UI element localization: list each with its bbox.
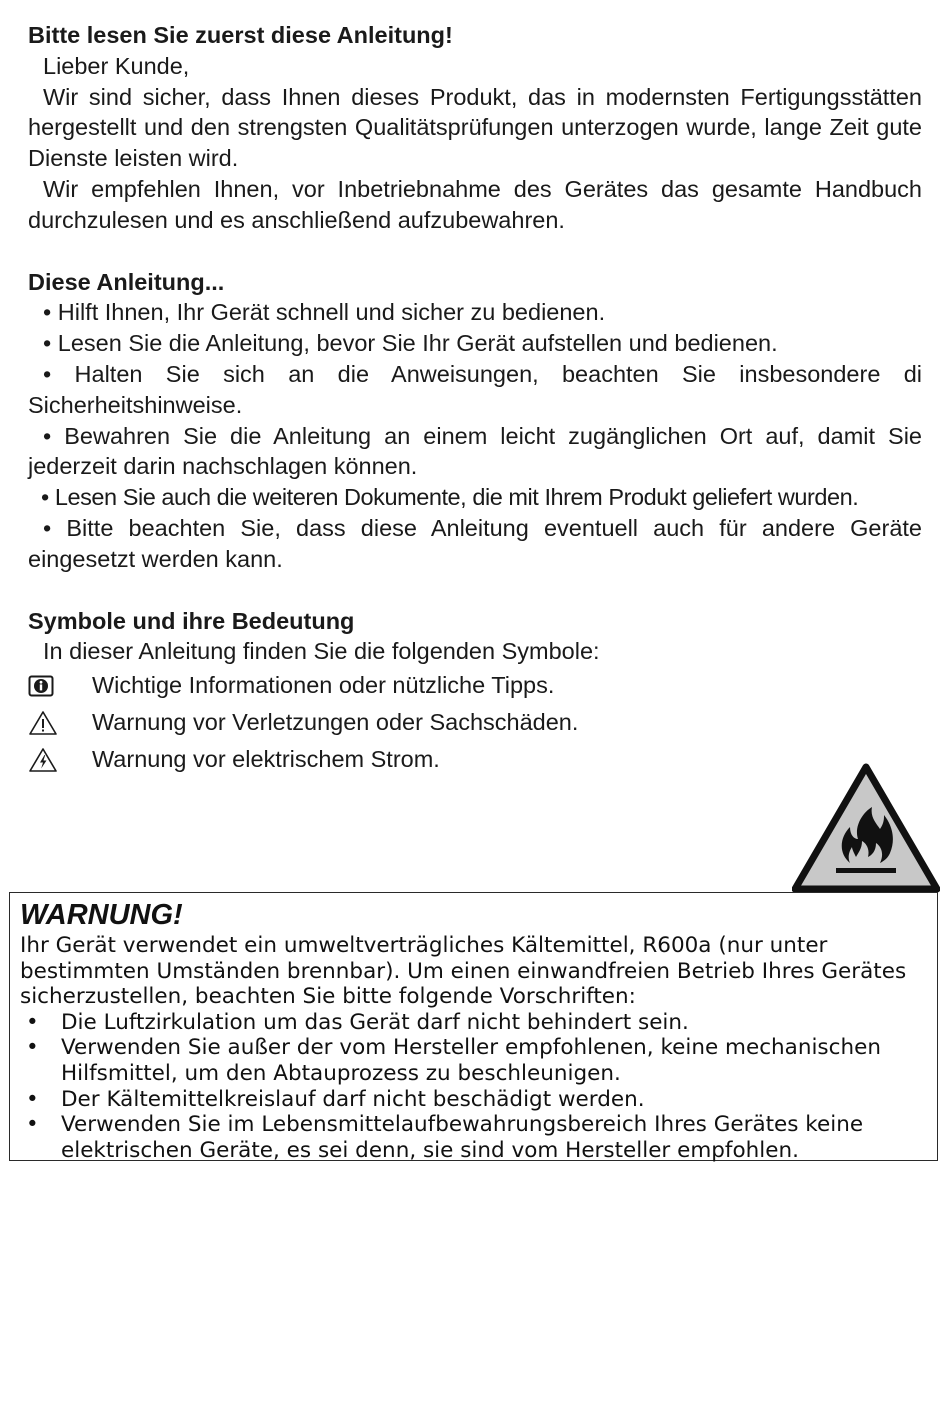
symbol-text: Warnung vor Verletzungen oder Sachschäden. (92, 709, 579, 736)
electric-hazard-icon (28, 747, 92, 773)
warning-text: Ihr Gerät verwendet ein umweltverträgliches Kältemittel, R600a (nur unter bestimmten Umständen brennbar). Um einen einwandfreien Betrieb Ihres Gerätes sicherzustellen, beachten Sie bitte folgende Vorschriften: (20, 933, 907, 1010)
symbols-title: Symbole und ihre Bedeutung (28, 607, 355, 634)
guide-item: • Hilft Ihnen, Ihr Gerät schnell und sicher zu bedienen. (43, 299, 606, 326)
symbol-text: Warnung vor elektrischem Strom. (92, 746, 440, 773)
warning-item: • Der Kältemittelkreislauf darf nicht beschädigt werden. (26, 1086, 645, 1112)
intro-paragraph-1: Wir sind sicher, dass Ihnen dieses Produkt, das in modernsten Fertigungsstätten hergestellt und den strengsten Qualitätsprüfungen unterzogen wurde, lange Zeit gute Dienste leisten wird. (28, 83, 922, 172)
symbol-row-info (28, 667, 922, 704)
guide-item: • Bewahren Sie die Anleitung an einem leicht zugänglichen Ort auf, damit Sie jederzeit darin nachschlagen können. (28, 422, 922, 480)
bullet: • (26, 1009, 39, 1035)
intro-title: Bitte lesen Sie zuerst diese Anleitung! (28, 22, 453, 48)
flammable-hazard-icon (792, 763, 940, 893)
guide-item: • Bitte beachten Sie, dass diese Anleitung eventuell auch für andere Geräte eingesetzt werden kann. (28, 514, 922, 572)
warning-list (20, 1010, 920, 1164)
guide-item: • Lesen Sie die Anleitung, bevor Sie Ihr Gerät aufstellen und bedienen. (43, 330, 778, 357)
symbol-text: Wichtige Informationen oder nützliche Tipps. (92, 672, 555, 699)
warning-item: • Die Luftzirkulation um das Gerät darf nicht behindert sein. (26, 1009, 689, 1035)
manual-page (28, 20, 922, 778)
greeting: Lieber Kunde, (43, 52, 190, 79)
guide-item: • Halten Sie sich an die Anweisungen, beachten Sie insbesondere di Sicherheitshinweise. (28, 360, 922, 418)
warning-box (9, 892, 938, 1161)
symbol-row-warning (28, 704, 922, 741)
bullet: • (26, 1035, 39, 1061)
warning-item: • Verwenden Sie außer der vom Hersteller empfohlenen, keine mechanischen Hilfsmittel, um den Abtauprozess zu beschleunigen. (26, 1035, 881, 1086)
warning-title: WARNUNG! (20, 899, 183, 931)
bullet: • (26, 1086, 39, 1112)
guide-title: Diese Anleitung... (28, 268, 225, 295)
symbols-intro: In dieser Anleitung finden Sie die folgenden Symbole: (43, 638, 600, 665)
guide-item: • Lesen Sie auch die weiteren Dokumente, die mit Ihrem Produkt geliefert wurden. (41, 484, 859, 511)
intro-paragraph-2: Wir empfehlen Ihnen, vor Inbetriebnahme des Gerätes das gesamte Handbuch durchzulesen und es anschließend aufzubewahren. (28, 175, 922, 233)
info-icon (28, 675, 92, 697)
warning-triangle-icon (28, 710, 92, 736)
bullet: • (26, 1112, 39, 1138)
symbol-row-electric (28, 741, 922, 778)
warning-item: • Verwenden Sie im Lebensmittelaufbewahrungsbereich Ihres Gerätes keine elektrischen Geräte, es sei denn, sie sind vom Hersteller empfohlen. (26, 1112, 864, 1163)
